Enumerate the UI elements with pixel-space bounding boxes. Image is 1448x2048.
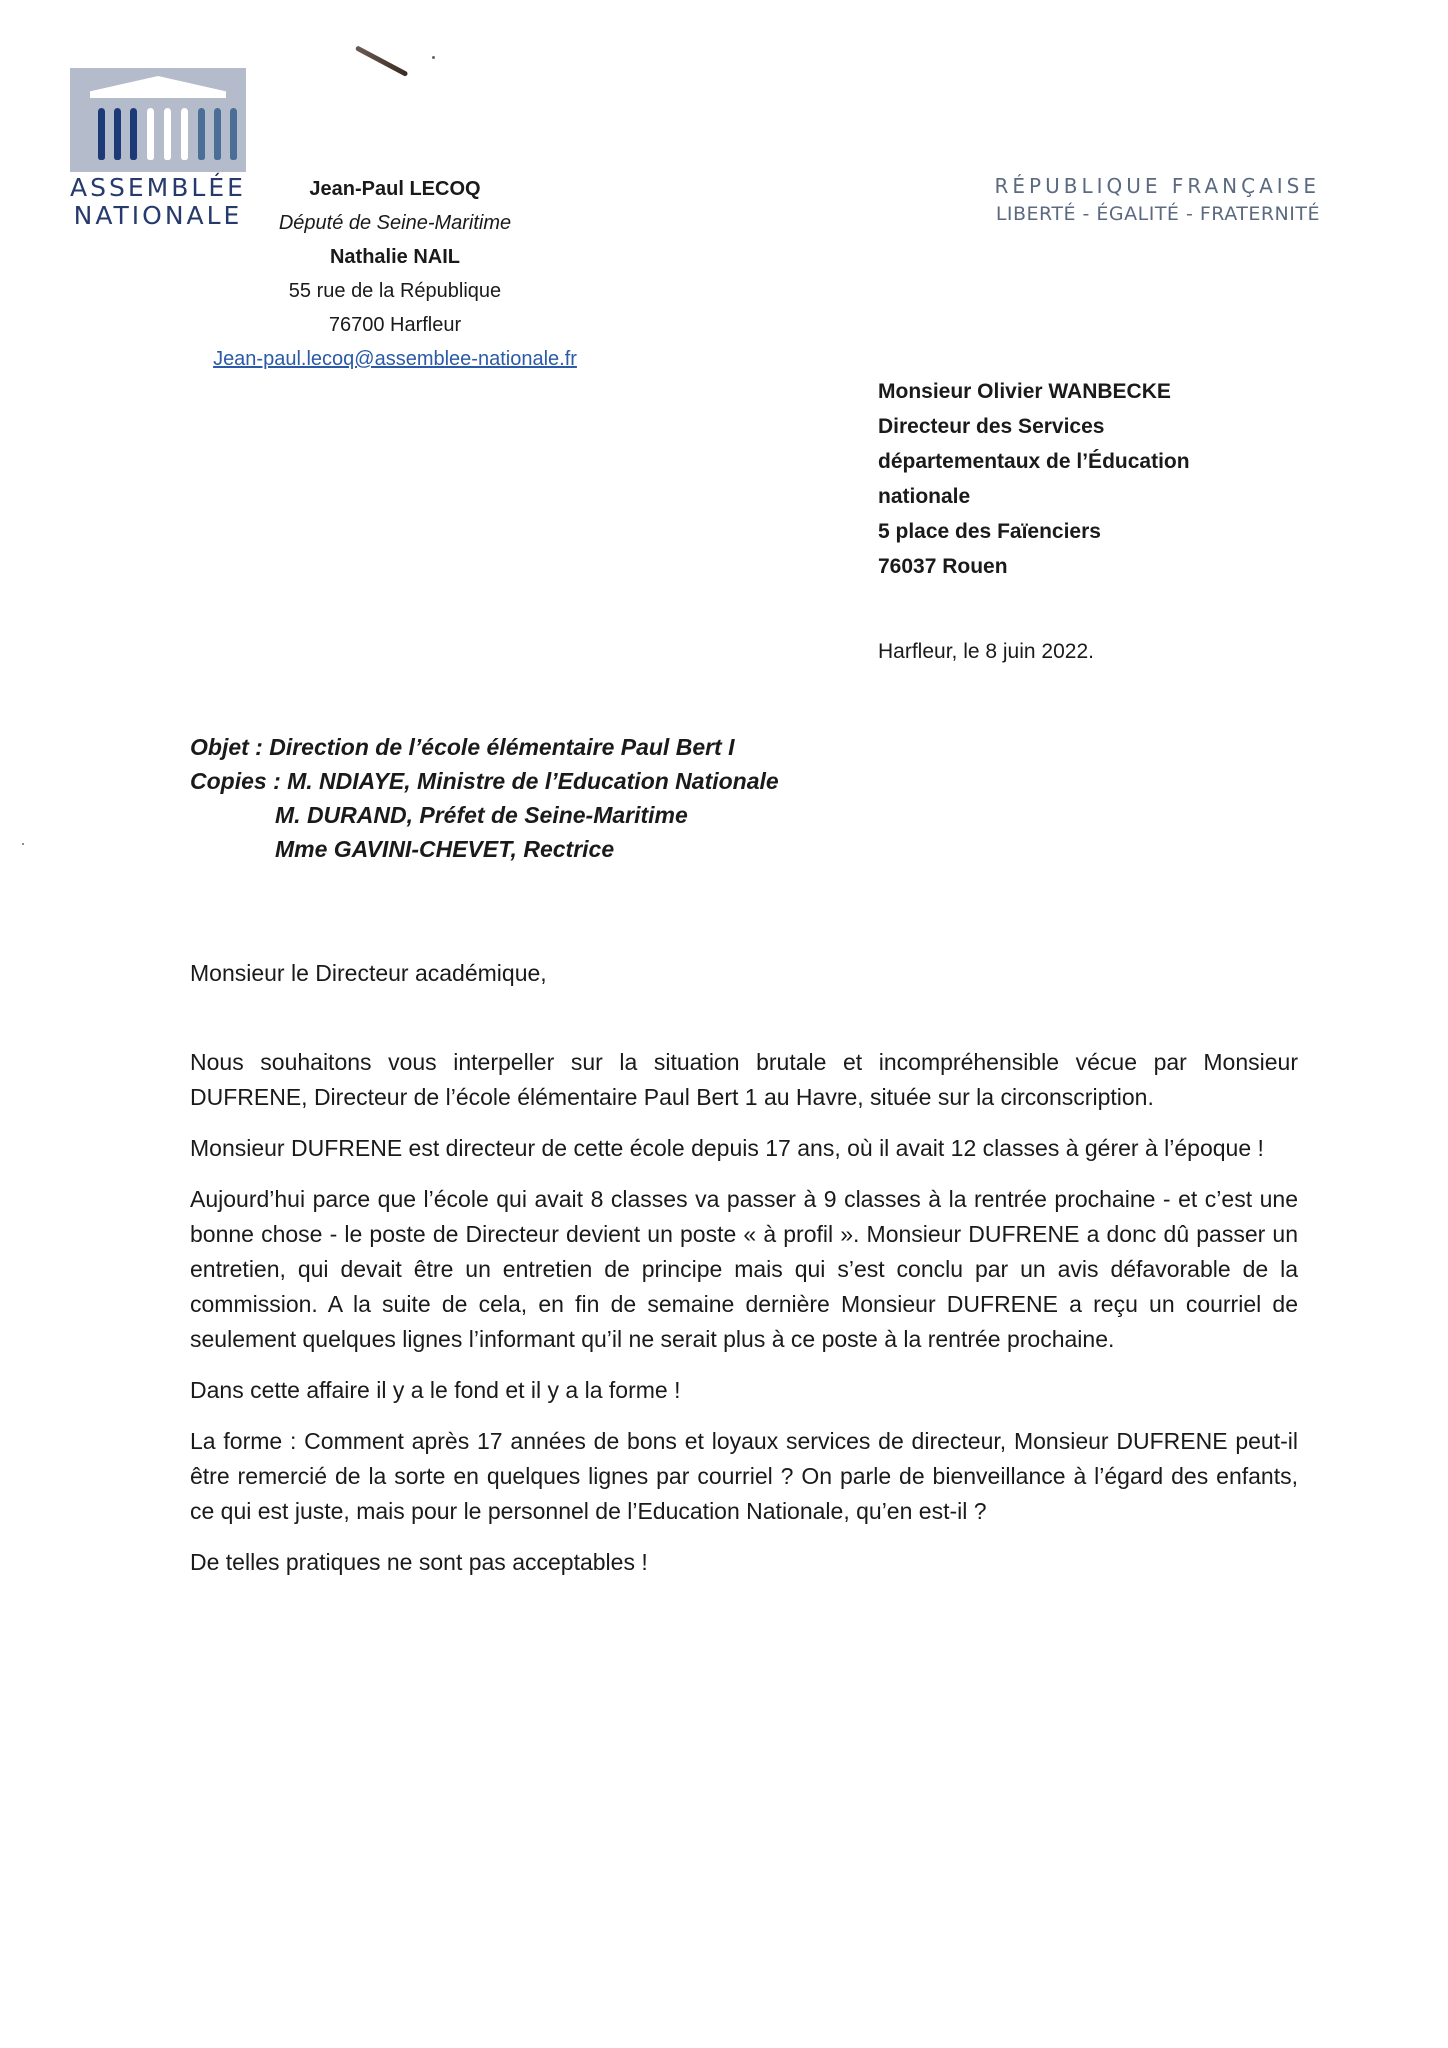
body-paragraph: La forme : Comment après 17 années de bons et loyaux services de directeur, Monsieur DUFRENE peut-il être remercié de la sorte en quelques lignes par courriel ? On parle de bienveillance à l’égard des enfants, ce qui est juste, mais pour le personnel de l’Education Nationale, qu’en est-il ? <box>190 1428 1298 1524</box>
subject-block <box>190 730 779 866</box>
logo-column-icon <box>98 108 105 160</box>
letter-body <box>190 1045 1298 1596</box>
scan-speck <box>22 843 24 845</box>
sender-block <box>200 172 590 376</box>
body-paragraph: De telles pratiques ne sont pas acceptables ! <box>190 1549 648 1575</box>
logo-column-icon <box>147 108 154 160</box>
sender-address-line-1: 55 rue de la République <box>288 280 502 302</box>
logo-column-icon <box>181 108 188 160</box>
republique-line-2: LIBERTÉ - ÉGALITÉ - FRATERNITÉ <box>995 203 1320 225</box>
logo-column-icon <box>198 108 205 160</box>
copies-line: Mme GAVINI-CHEVET, Rectrice <box>275 836 615 862</box>
recipient-line: 5 place des Faïenciers <box>878 520 1101 543</box>
logo-column-icon <box>214 108 221 160</box>
recipient-line: Monsieur Olivier WANBECKE <box>878 380 1171 403</box>
sender-title: Député de Seine-Maritime <box>278 212 512 234</box>
copies-line: M. DURAND, Préfet de Seine-Maritime <box>275 802 688 828</box>
recipient-block <box>878 374 1190 584</box>
sender-name: Jean-Paul LECOQ <box>309 178 481 200</box>
sender-collaborator: Nathalie NAIL <box>329 246 461 268</box>
sender-address-line-2: 76700 Harfleur <box>328 314 462 336</box>
sender-email-link[interactable]: Jean-paul.lecoq@assemblee-nationale.fr <box>213 348 577 370</box>
logo-line-2: NATIONALE <box>73 201 243 230</box>
body-paragraph: Nous souhaitons vous interpeller sur la situation brutale et incompréhensible vécue par Monsieur DUFRENE, Directeur de l’école élémentaire Paul Bert 1 au Havre, située sur la circonscription. <box>190 1049 1298 1110</box>
logo-column-icon <box>130 108 137 160</box>
recipient-line: 76037 Rouen <box>878 555 1008 578</box>
pen-stroke-artifact <box>355 45 409 77</box>
copies-line: Copies : M. NDIAYE, Ministre de l’Education Nationale <box>190 768 779 794</box>
recipient-line: départementaux de l’Éducation <box>878 450 1190 473</box>
salutation: Monsieur le Directeur académique, <box>190 960 547 986</box>
scan-speck <box>432 56 435 59</box>
republique-francaise-header <box>960 172 1320 228</box>
body-paragraph: Dans cette affaire il y a le fond et il y a la forme ! <box>190 1377 681 1403</box>
recipient-line: Directeur des Services <box>878 415 1105 438</box>
logo-roof-icon <box>90 76 226 98</box>
logo-column-icon <box>164 108 171 160</box>
body-paragraph: Aujourd’hui parce que l’école qui avait 8 classes va passer à 9 classes à la rentrée prochaine - et c’est une bonne chose - le poste de Directeur devient un poste « à profil ». Monsieur DUFRENE a donc dû passer un entretien, qui devait être un entretien de principe mais qui s’est conclu par un avis défavorable de la commission. A la suite de cela, en fin de semaine dernière Monsieur DUFRENE a reçu un courriel de seulement quelques lignes l’informant qu’il ne serait plus à ce poste à la rentrée prochaine. <box>190 1186 1298 1352</box>
republique-line-1: RÉPUBLIQUE FRANÇAISE <box>994 174 1320 198</box>
recipient-line: nationale <box>878 485 971 508</box>
assemblee-nationale-logo <box>70 68 246 172</box>
logo-column-icon <box>114 108 121 160</box>
logo-line-1: ASSEMBLÉE <box>70 173 246 202</box>
subject-line: Objet : Direction de l’école élémentaire Paul Bert I <box>190 734 735 760</box>
logo-column-icon <box>230 108 237 160</box>
letter-date: Harfleur, le 8 juin 2022. <box>878 640 1094 663</box>
body-paragraph: Monsieur DUFRENE est directeur de cette école depuis 17 ans, où il avait 12 classes à gérer à l’époque ! <box>190 1135 1264 1161</box>
